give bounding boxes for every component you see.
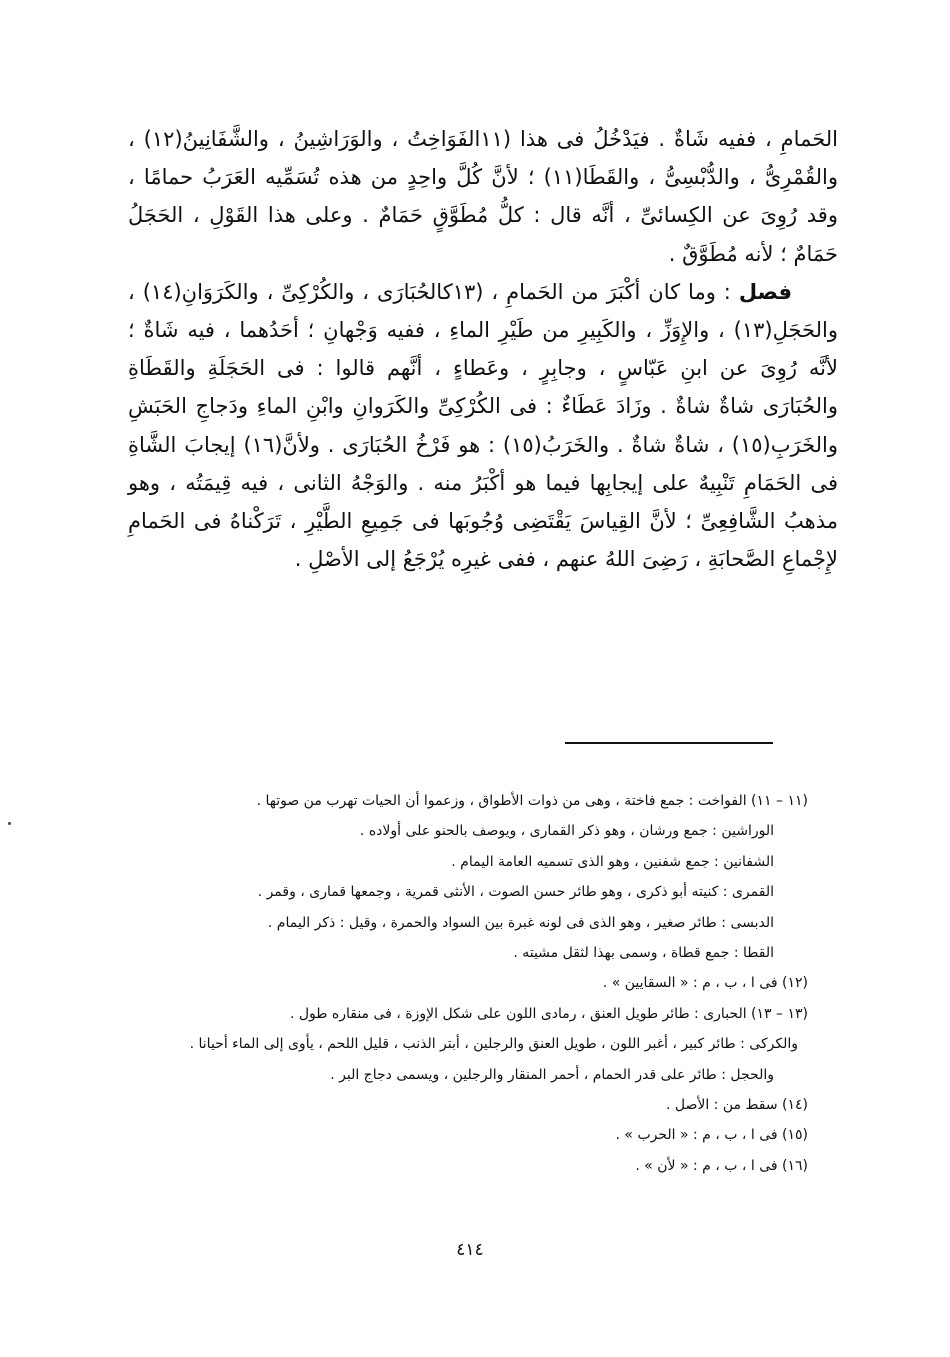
footnote-13: (١٣ – ١٣) الحبارى : طائر طويل العنق ، رمادى اللون على شكل الإوزة ، فى منقاره طول . [289,1005,808,1022]
fasl-label: فصل [738,279,792,304]
footnote-11-qata: القطا : جمع قطاة ، وسمى بهذا لثقل مشيته . [513,945,774,962]
paragraph-1: الحَمامِ ، ففيه شَاةٌ . فيَدْخُلُ فى هذا (١١الفَوَاخِتُ ، والوَرَاشِينُ ، والشَّفَانِينُ(١٢) ، والقُمْرِىُّ ، والدُّبْسِىُّ ، والقَطَا(١١) ؛ لأنَّ كُلَّ واحِدٍ من هذه تُسَمِّيه العَرَبُ حمامًا ، وقد رُوِىَ عن الكِسائىِّ ، أنَّه قال : كلُّ مُطَوَّقٍ حَمَامٌ . وعلى هذا القَوْلِ ، الحَجَلُ حَمَامٌ ؛ لأنه مُطَوَّقٌ . [128,127,838,266]
footnote-11: (١١ – ١١) الفواخت : جمع فاختة ، وهى من ذوات الأطواق ، وزعموا أن الحيات تهرب من صوتها . [256,793,808,809]
footnote-11-shafanin: الشفانين : جمع شفنين ، وهو الذى تسميه العامة اليمام . [451,853,774,870]
footnote-11-warashin: الوراشين : جمع ورشان ، وهو ذكر القمارى ، ويوصف بالحنو على أولاده . [359,823,774,840]
footnote-14: (١٤) سقط من : الأصل . [665,1097,808,1114]
footnote-divider [565,742,773,744]
footnote-11-dubsi: الدبسى : طائر صغير ، وهو الذى فى لونه غبرة بين السواد والحمرة ، وقيل : ذكر اليمام . [267,914,774,931]
footnote-12: (١٢) فى ا ، ب ، م : « السقايين » . [602,975,808,992]
footnote-15: (١٥) فى ا ، ب ، م : « الحرب » . [615,1127,808,1144]
footnote-13-hajal: والحجل : طائر على قدر الحمام ، أحمر المنقار والرجلين ، ويسمى دجاج البر . [330,1066,774,1083]
page-number: ٤١٤ [456,1240,484,1260]
footnote-16: (١٦) فى ا ، ب ، م : « لأن » . [635,1157,808,1174]
footnotes-section [128,786,808,1181]
footnote-13-kurki: والكركى : طائر كبير ، أغبر اللون ، طويل العنق والرجلين ، أبتر الذنب ، قليل اللحم ، يأوى إلى الماء أحيانا . [189,1036,798,1053]
main-text-body [128,120,838,578]
scan-speck [8,822,11,825]
paragraph-2 [128,273,838,579]
footnote-11-qumri: القمرى : كنيته أبو ذكرى ، وهو طائر حسن الصوت ، الأنثى قمرية ، وجمعها قمارى ، وقمر . [257,884,774,901]
paragraph-2-text: : وما كان أكْبَرَ من الحَمامِ ، (١٣كالحُبَارَى ، والكُرْكِىِّ ، والكَرَوَانِ(١٤) ، والحَجَلِ(١٣) ، والإِوَزِّ ، والكَبِيرِ من طَيْرِ الماءِ ، ففيه وَجْهانِ ؛ أحَدُهما ، فيه شَاةٌ ؛ لأنَّه رُوِىَ عن ابنِ عَبّاسٍ ، وجابِرٍ ، وعَطاءٍ ، أنَّهم قالوا : فى الحَجَلَةِ والقَطَاةِ والحُبَارَى شاةٌ شاةٌ . وزَادَ عَطَاءٌ : فى الكُرْكِىِّ والكَرَوانِ وابْنِ الماءِ ودَجاجِ الحَبَشِ والخَرَبِ(١٥) ، شاةٌ شاةٌ . والخَرَبُ(١٥) : هو فَرْخُ الحُبَارَى . ولأنَّ(١٦) إيجابَ الشَّاةِ فى الحَمَامِ تَنْبِيهٌ على إيجابِها فيما هو أكْبَرُ منه . والوَجْهُ الثانى ، فيه قِيمَتُه ، وهو مذهبُ الشَّافِعِىِّ ؛ لأنَّ القِياسَ يَقْتَضِى وُجُوبَها فى جَمِيعِ الطَّيْرِ ، تَرَكْناهُ فى الحَمامِ لإِجْماعِ الصَّحابَةِ ، رَضِىَ اللهُ عنهم ، ففى غيرِه يُرْجَعُ إلى الأصْلِ . [128,279,838,572]
